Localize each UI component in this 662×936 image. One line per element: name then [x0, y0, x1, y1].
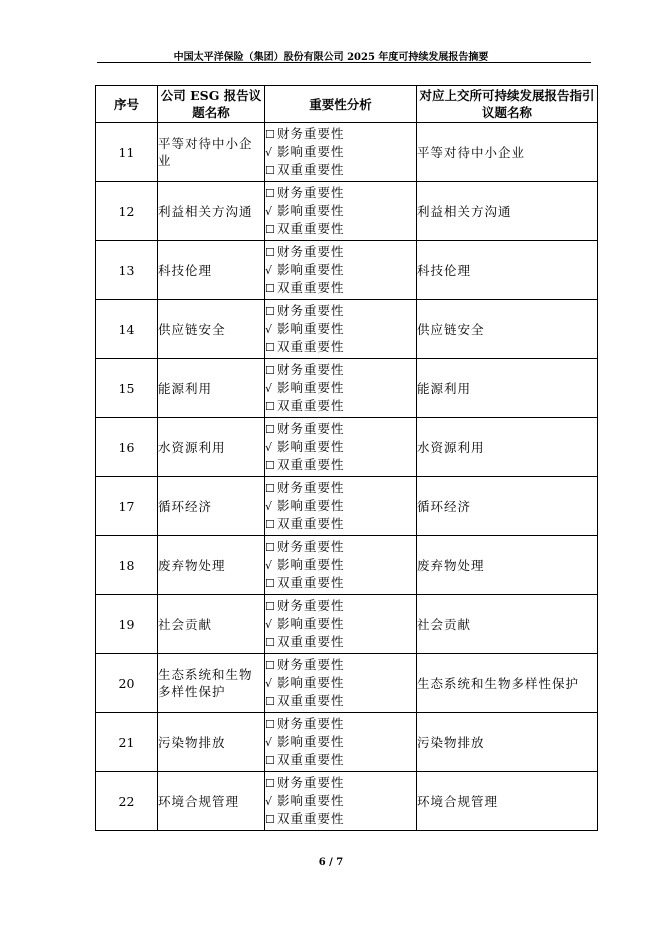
sse-topic-name: 利益相关方沟通	[417, 182, 598, 241]
materiality-option	[265, 751, 416, 769]
checkbox-icon: ☐	[265, 364, 275, 377]
sse-topic-name: 循环经济	[417, 477, 598, 536]
row-number: 13	[96, 241, 158, 300]
materiality-option-checked	[265, 438, 416, 456]
esg-topic-name: 废弃物处理	[158, 536, 265, 595]
esg-topic-name: 生态系统和生物多样性保护	[158, 654, 265, 713]
checkmark-icon: √	[265, 441, 273, 454]
materiality-options	[265, 536, 417, 595]
checkbox-icon: ☐	[265, 482, 275, 495]
column-header-number: 序号	[96, 86, 158, 123]
checkmark-icon: √	[265, 382, 273, 395]
materiality-option-checked	[265, 497, 416, 515]
esg-topic-name: 水资源利用	[158, 418, 265, 477]
sse-topic-name: 社会贡献	[417, 595, 598, 654]
esg-topic-name: 污染物排放	[158, 713, 265, 772]
materiality-option	[265, 456, 416, 474]
materiality-option	[265, 810, 416, 828]
sse-topic-name: 生态系统和生物多样性保护	[417, 654, 598, 713]
table-row	[96, 595, 598, 654]
table-body	[96, 123, 598, 831]
checkbox-icon: ☐	[265, 518, 275, 531]
materiality-option	[265, 538, 416, 556]
row-number: 14	[96, 300, 158, 359]
materiality-option-label: 双重重要性	[277, 693, 345, 708]
row-number: 19	[96, 595, 158, 654]
materiality-option-checked	[265, 733, 416, 751]
checkbox-icon: ☐	[265, 636, 275, 649]
checkbox-icon: ☐	[265, 305, 275, 318]
materiality-option	[265, 338, 416, 356]
materiality-options	[265, 418, 417, 477]
materiality-option-label: 双重重要性	[277, 752, 345, 767]
table-row	[96, 241, 598, 300]
materiality-options	[265, 654, 417, 713]
materiality-option-label: 财务重要性	[277, 421, 345, 436]
materiality-option-label: 财务重要性	[277, 362, 345, 377]
materiality-option-label: 影响重要性	[277, 380, 345, 395]
sse-topic-name: 环境合规管理	[417, 772, 598, 831]
checkbox-icon: ☐	[265, 659, 275, 672]
materiality-options	[265, 182, 417, 241]
sse-topic-name: 水资源利用	[417, 418, 598, 477]
materiality-option-label: 财务重要性	[277, 185, 345, 200]
materiality-option	[265, 774, 416, 792]
checkbox-icon: ☐	[265, 459, 275, 472]
esg-materiality-table	[95, 85, 598, 831]
row-number: 12	[96, 182, 158, 241]
materiality-option-label: 影响重要性	[277, 439, 345, 454]
table-row	[96, 477, 598, 536]
row-number: 22	[96, 772, 158, 831]
materiality-options	[265, 300, 417, 359]
materiality-option	[265, 161, 416, 179]
row-number: 20	[96, 654, 158, 713]
materiality-option-label: 财务重要性	[277, 716, 345, 731]
page-header: 中国太平洋保险（集团）股份有限公司 2025 年度可持续发展报告摘要	[173, 52, 489, 63]
checkbox-icon: ☐	[265, 423, 275, 436]
esg-topic-name: 循环经济	[158, 477, 265, 536]
materiality-option-label: 双重重要性	[277, 575, 345, 590]
esg-topic-name: 环境合规管理	[158, 772, 265, 831]
materiality-option-label: 影响重要性	[277, 144, 345, 159]
checkbox-icon: ☐	[265, 813, 275, 826]
column-header-esg-topic: 公司 ESG 报告议题名称	[158, 86, 265, 123]
checkbox-icon: ☐	[265, 164, 275, 177]
materiality-option-label: 财务重要性	[277, 657, 345, 672]
table-row	[96, 713, 598, 772]
materiality-option	[265, 361, 416, 379]
materiality-option	[265, 279, 416, 297]
materiality-option-checked	[265, 143, 416, 161]
materiality-option-label: 财务重要性	[277, 480, 345, 495]
materiality-option-checked	[265, 202, 416, 220]
sse-topic-name: 供应链安全	[417, 300, 598, 359]
checkmark-icon: √	[265, 323, 273, 336]
checkbox-icon: ☐	[265, 128, 275, 141]
column-header-materiality: 重要性分析	[265, 86, 417, 123]
materiality-options	[265, 713, 417, 772]
checkbox-icon: ☐	[265, 187, 275, 200]
esg-topic-name: 社会贡献	[158, 595, 265, 654]
checkbox-icon: ☐	[265, 600, 275, 613]
checkmark-icon: √	[265, 618, 273, 631]
checkmark-icon: √	[265, 205, 273, 218]
esg-topic-name: 供应链安全	[158, 300, 265, 359]
checkmark-icon: √	[265, 795, 273, 808]
materiality-option-label: 财务重要性	[277, 244, 345, 259]
materiality-option	[265, 656, 416, 674]
materiality-option	[265, 184, 416, 202]
checkbox-icon: ☐	[265, 400, 275, 413]
materiality-options	[265, 595, 417, 654]
checkmark-icon: √	[265, 736, 273, 749]
materiality-option-label: 财务重要性	[277, 126, 345, 141]
row-number: 17	[96, 477, 158, 536]
checkbox-icon: ☐	[265, 577, 275, 590]
materiality-option	[265, 515, 416, 533]
row-number: 21	[96, 713, 158, 772]
column-header-sse-topic: 对应上交所可持续发展报告指引议题名称	[417, 86, 598, 123]
materiality-option-label: 双重重要性	[277, 811, 345, 826]
checkbox-icon: ☐	[265, 718, 275, 731]
sse-topic-name: 污染物排放	[417, 713, 598, 772]
checkmark-icon: √	[265, 264, 273, 277]
materiality-options	[265, 123, 417, 182]
table-row	[96, 654, 598, 713]
materiality-options	[265, 359, 417, 418]
materiality-option-label: 双重重要性	[277, 280, 345, 295]
materiality-option-label: 双重重要性	[277, 398, 345, 413]
materiality-option-label: 财务重要性	[277, 775, 345, 790]
materiality-option	[265, 125, 416, 143]
materiality-option	[265, 243, 416, 261]
esg-topic-name: 能源利用	[158, 359, 265, 418]
materiality-option-label: 双重重要性	[277, 457, 345, 472]
materiality-option-label: 双重重要性	[277, 339, 345, 354]
sse-topic-name: 废弃物处理	[417, 536, 598, 595]
materiality-option-checked	[265, 261, 416, 279]
materiality-option-label: 财务重要性	[277, 598, 345, 613]
materiality-option	[265, 715, 416, 733]
materiality-option-checked	[265, 792, 416, 810]
checkbox-icon: ☐	[265, 341, 275, 354]
materiality-option-label: 双重重要性	[277, 634, 345, 649]
esg-topic-name: 平等对待中小企业	[158, 123, 265, 182]
materiality-options	[265, 772, 417, 831]
row-number: 16	[96, 418, 158, 477]
materiality-option-label: 双重重要性	[277, 162, 345, 177]
materiality-option-label: 影响重要性	[277, 321, 345, 336]
materiality-option-label: 影响重要性	[277, 675, 345, 690]
materiality-option	[265, 420, 416, 438]
checkmark-icon: √	[265, 146, 273, 159]
materiality-option-label: 影响重要性	[277, 616, 345, 631]
row-number: 15	[96, 359, 158, 418]
materiality-option-label: 双重重要性	[277, 221, 345, 236]
materiality-option-label: 影响重要性	[277, 203, 345, 218]
materiality-option-checked	[265, 674, 416, 692]
checkbox-icon: ☐	[265, 282, 275, 295]
row-number: 18	[96, 536, 158, 595]
materiality-option	[265, 633, 416, 651]
materiality-option	[265, 574, 416, 592]
materiality-option	[265, 597, 416, 615]
table-row	[96, 772, 598, 831]
materiality-option-label: 财务重要性	[277, 539, 345, 554]
checkbox-icon: ☐	[265, 695, 275, 708]
table-row	[96, 300, 598, 359]
checkmark-icon: √	[265, 500, 273, 513]
materiality-options	[265, 477, 417, 536]
esg-topic-name: 科技伦理	[158, 241, 265, 300]
materiality-option-checked	[265, 379, 416, 397]
materiality-option	[265, 692, 416, 710]
table-row	[96, 359, 598, 418]
materiality-option-label: 影响重要性	[277, 498, 345, 513]
esg-topic-name: 利益相关方沟通	[158, 182, 265, 241]
table-row	[96, 123, 598, 182]
materiality-option-label: 影响重要性	[277, 557, 345, 572]
header-rule	[97, 62, 591, 63]
materiality-option-label: 影响重要性	[277, 262, 345, 277]
table-row	[96, 536, 598, 595]
table-row	[96, 418, 598, 477]
materiality-option-checked	[265, 556, 416, 574]
materiality-option-checked	[265, 615, 416, 633]
checkbox-icon: ☐	[265, 246, 275, 259]
sse-topic-name: 平等对待中小企业	[417, 123, 598, 182]
materiality-option-label: 影响重要性	[277, 793, 345, 808]
sse-topic-name: 能源利用	[417, 359, 598, 418]
sse-topic-name: 科技伦理	[417, 241, 598, 300]
checkbox-icon: ☐	[265, 754, 275, 767]
materiality-options	[265, 241, 417, 300]
checkmark-icon: √	[265, 559, 273, 572]
materiality-option-label: 双重重要性	[277, 516, 345, 531]
materiality-option-checked	[265, 320, 416, 338]
materiality-option	[265, 220, 416, 238]
checkmark-icon: √	[265, 677, 273, 690]
materiality-option-label: 财务重要性	[277, 303, 345, 318]
checkbox-icon: ☐	[265, 223, 275, 236]
checkbox-icon: ☐	[265, 777, 275, 790]
materiality-option	[265, 397, 416, 415]
table-header-row	[96, 86, 598, 123]
materiality-option	[265, 302, 416, 320]
table-row	[96, 182, 598, 241]
materiality-option-label: 影响重要性	[277, 734, 345, 749]
row-number: 11	[96, 123, 158, 182]
materiality-option	[265, 479, 416, 497]
checkbox-icon: ☐	[265, 541, 275, 554]
page-number: 6 / 7	[318, 857, 344, 868]
